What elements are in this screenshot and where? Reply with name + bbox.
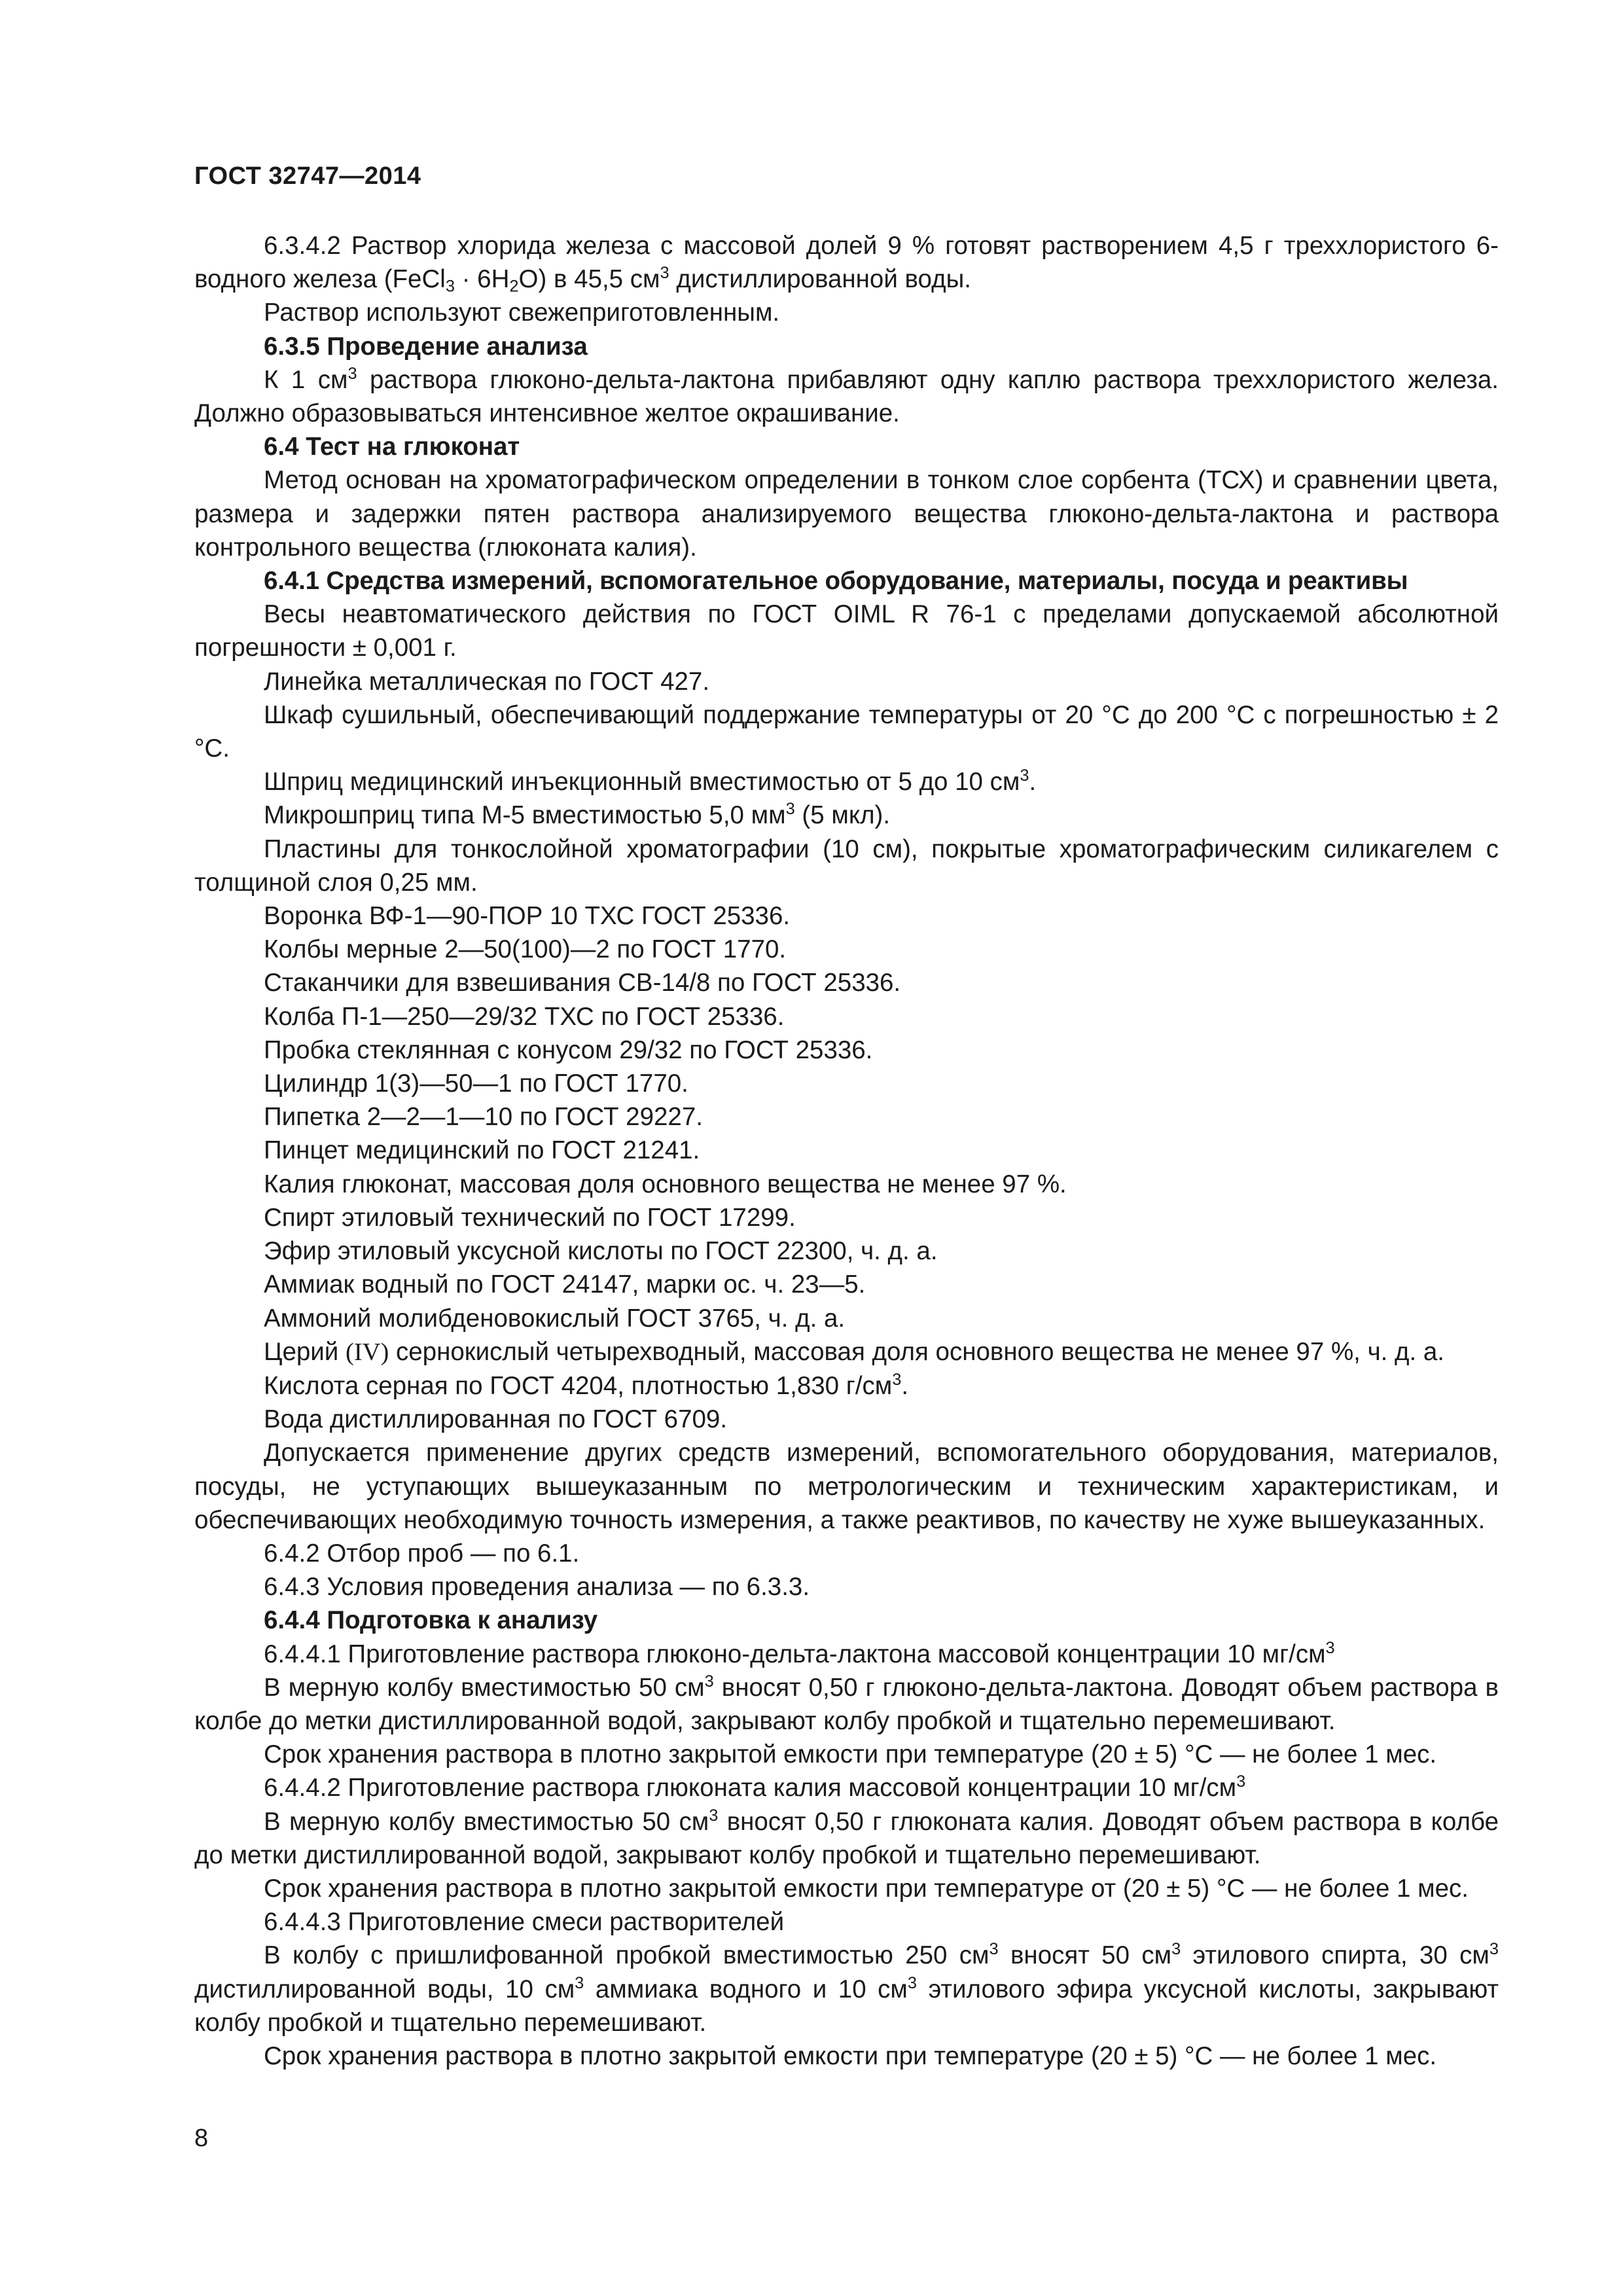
page-number: 8 <box>194 2125 209 2152</box>
list-item: Цилиндр 1(3)—50—1 по ГОСТ 1770. <box>264 1069 688 1098</box>
list-item: Микрошприц типа М-5 вместимостью 5,0 $мм^3$ (5 мкл). <box>264 800 891 830</box>
list-item: Стаканчики для взвешивания СВ-14/8 по ГОСТ 25336. <box>264 969 901 997</box>
list-item: Эфир этиловый уксусной кислоты по ГОСТ 22300, ч. д. а. <box>264 1237 938 1266</box>
document-header: ГОСТ 32747—2014 <box>194 162 421 190</box>
list-item: Вода дистиллированная по ГОСТ 6709. <box>264 1405 728 1434</box>
list-item: Воронка ВФ-1—90-ПОР 10 ТХС ГОСТ 25336. <box>264 902 791 931</box>
section-heading-6-4-1: 6.4.1 Средства измерений, вспомогательное оборудование, материалы, посуда и реактивы <box>264 567 1408 596</box>
list-item: Линейка металлическая по ГОСТ 427. <box>264 667 710 696</box>
paragraph-6-4-4-1: 6.4.4.1 Приготовление раствора глюконо-дельта-лактона массовой концентрации 10 $мг/см^3$ <box>264 1638 1335 1668</box>
paragraph: В мерную колбу вместимостью 50 $см^3$ вносят 0,50 г глюконата калия. Доводят объем раствора в колбе до метки дистиллированной водой, закрывают колбу пробкой и тщательно перемешивают. <box>194 1806 1499 1869</box>
paragraph: Срок хранения раствора в плотно закрытой емкости при температуре (20 ± 5) °С — не более 1 мес. <box>264 1740 1437 1769</box>
list-item: Кислота серная по ГОСТ 4204, плотностью 1,830 $г/см^3$. <box>264 1370 909 1400</box>
list-item: Колбы мерные 2—50(100)—2 по ГОСТ 1770. <box>264 935 787 964</box>
paragraph-6-4-2: 6.4.2 Отбор проб — по 6.1. <box>264 1539 580 1568</box>
list-item: Калия глюконат, массовая доля основного вещества не менее 97 %. <box>264 1170 1067 1198</box>
list-item: Колба П-1—250—29/32 ТХС по ГОСТ 25336. <box>264 1002 785 1031</box>
list-item: Шприц медицинский инъекционный вместимостью от 5 до 10 $см^3$. <box>264 766 1037 797</box>
paragraph: К 1 $см^3$ раствора глюконо-дельта-лактона прибавляют одну каплю раствора треххлористого железа. Должно образовываться интенсивное желтое окрашивание. <box>194 364 1499 428</box>
section-heading-6-4-4: 6.4.4 Подготовка к анализу <box>264 1606 598 1635</box>
paragraph: Допускается применение других средств измерений, вспомогательного оборудования, материалов, посуды, не уступающих вышеуказанным по метрологическим и техническим характеристикам, и обеспечивающих необходимую точность измерения, а также реактивов, по качеству не хуже вышеуказанных. <box>194 1439 1499 1534</box>
list-item: Пластины для тонкослойной хроматографии (10 см), покрытые хроматографическим силикагелем с толщиной слоя 0,25 мм. <box>194 834 1499 897</box>
paragraph: Раствор используют свежеприготовленным. <box>264 298 780 327</box>
list-item: Пробка стеклянная с конусом 29/32 по ГОСТ 25336. <box>264 1035 873 1064</box>
list-item: Пипетка 2—2—1—10 по ГОСТ 29227. <box>264 1103 703 1132</box>
list-item: Аммоний молибденовокислый ГОСТ 3765, ч. д. а. <box>264 1304 846 1333</box>
list-item: Пинцет медицинский по ГОСТ 21241. <box>264 1136 700 1165</box>
section-heading-6-3-5: 6.3.5 Проведение анализа <box>264 332 588 361</box>
paragraph-6-4-3: 6.4.3 Условия проведения анализа — по 6.3.3. <box>264 1573 810 1602</box>
paragraph: Срок хранения раствора в плотно закрытой емкости при температуре от (20 ± 5) °С — не более 1 мес. <box>264 1874 1469 1903</box>
list-item: Весы неавтоматического действия по ГОСТ OIML R 76-1 с пределами допускаемой абсолютной погрешности ± 0,001 г. <box>194 600 1499 662</box>
list-item: Спирт этиловый технический по ГОСТ 17299. <box>264 1203 796 1232</box>
paragraph: В колбу с пришлифованной пробкой вместимостью 250 $см^3$ вносят 50 $см^3$ этилового спирта, 30 $см^3$ дистиллированной воды, 10 $см^3$ аммиака водного и 10 $см^3$ этилового эфира уксусной кислоты, закрывают колбу пробкой и тщательно перемешивают. <box>194 1940 1499 2037</box>
section-heading-6-4: 6.4 Тест на глюконат <box>264 433 520 461</box>
paragraph-6-3-4-2: 6.3.4.2 Раствор хлорида железа с массовой долей 9 % готовят растворением 4,5 г треххлористого 6-водного железа (FeCl$_3$ · $6H_2O$) в 45,5 $см^3$ дистиллированной воды. <box>194 232 1499 296</box>
list-item: Церий (IV) сернокислый четырехводный, массовая доля основного вещества не менее 97 %, ч. д. а. <box>264 1337 1444 1366</box>
paragraph: В мерную колбу вместимостью 50 $см^3$ вносят 0,50 г глюконо-дельта-лактона. Доводят объем раствора в колбе до метки дистиллированной водой, закрывают колбу пробкой и тщательно перемешивают. <box>194 1672 1499 1735</box>
paragraph: Метод основан на хроматографическом определении в тонком слое сорбента (ТСХ) и сравнении цвета, размера и задержки пятен раствора анализируемого вещества глюконо-дельта-лактона и раствора контрольного вещества (глюконата калия). <box>194 466 1499 562</box>
list-item: Шкаф сушильный, обеспечивающий поддержание температуры от 20 °С до 200 °С с погрешностью ± 2 °С. <box>194 700 1499 763</box>
paragraph-6-4-4-2: 6.4.4.2 Приготовление раствора глюконата калия массовой концентрации 10 $мг/см^3$ <box>264 1772 1246 1803</box>
paragraph: Срок хранения раствора в плотно закрытой емкости при температуре (20 ± 5) °С — не более 1 мес. <box>264 2041 1437 2070</box>
document-body <box>194 229 1499 2073</box>
paragraph-6-4-4-3: 6.4.4.3 Приготовление смеси растворителей <box>264 1908 785 1937</box>
list-item: Аммиак водный по ГОСТ 24147, марки ос. ч. 23—5. <box>264 1270 866 1299</box>
